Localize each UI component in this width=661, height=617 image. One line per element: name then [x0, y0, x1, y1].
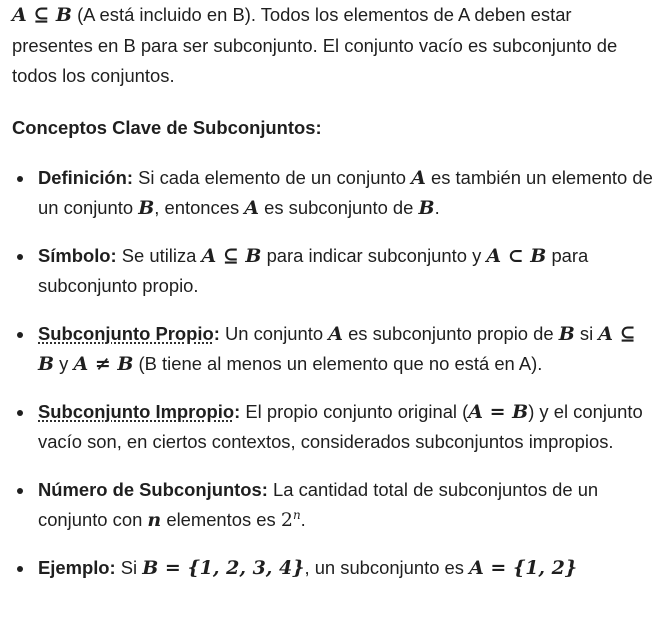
- math-b: B: [558, 322, 575, 345]
- item-text: para indicar subconjunto y: [261, 244, 487, 266]
- math-a: A: [411, 166, 426, 189]
- intro-text: (A está incluido en B). Todos los elementos de A deben estar presentes en B para ser subconjunto. El conjunto vacío es subconjunto de todos los conjuntos.: [12, 4, 618, 86]
- math-set-b: B = {1, 2, 3, 4}: [142, 556, 305, 579]
- list-item-definicion: [38, 163, 655, 224]
- item-text: (B tiene al menos un elemento que no está en A).: [133, 353, 543, 374]
- term-colon: :: [213, 322, 220, 344]
- math-subset-eq: A ⊆ B: [38, 322, 636, 375]
- math-a: A: [244, 197, 259, 219]
- term-simbolo: Símbolo:: [38, 244, 117, 266]
- item-text: Un conjunto: [219, 322, 329, 344]
- math-set-a: A = {1, 2}: [469, 556, 578, 579]
- list-item-simbolo: [38, 241, 655, 302]
- item-text: si: [574, 322, 599, 344]
- item-text: , un subconjunto es: [304, 556, 470, 578]
- list-item-numero-subconjuntos: [38, 475, 655, 536]
- concepts-list: [12, 163, 655, 584]
- item-text: Si cada elemento de un conjunto: [133, 166, 412, 188]
- term-subconjunto-impropio-link[interactable]: Subconjunto Impropio: [38, 400, 235, 422]
- intro-math: A ⊆ B: [12, 4, 72, 26]
- math-proper-subset: A ⊂ B: [486, 244, 547, 267]
- math-a: A: [328, 322, 343, 345]
- item-text: ) y el conjunto vacío son, en ciertos contextos, considerados subconjuntos impropios.: [38, 400, 643, 452]
- item-text: y: [54, 353, 74, 374]
- item-text: , entonces: [154, 197, 245, 218]
- item-text: Si: [115, 556, 143, 578]
- item-text: es subconjunto de: [259, 197, 419, 218]
- list-item-subconjunto-propio: [38, 319, 655, 380]
- item-text: .: [300, 509, 306, 530]
- item-text: es también un elemento de un conjunto: [38, 166, 653, 218]
- math-b: B: [138, 197, 155, 219]
- term-subconjunto-propio-link[interactable]: Subconjunto Propio: [38, 322, 214, 344]
- item-text: Se utiliza: [116, 244, 202, 266]
- math-not-equal: A ≠ B: [73, 353, 134, 375]
- math-two: 2: [280, 509, 293, 531]
- list-item-ejemplo: [38, 553, 655, 584]
- term-colon: :: [234, 400, 241, 422]
- item-text: para subconjunto propio.: [38, 244, 589, 296]
- math-b: B: [418, 197, 435, 219]
- intro-paragraph: [12, 0, 655, 92]
- term-numero-subconjuntos: Número de Subconjuntos:: [38, 478, 268, 500]
- math-subset-eq: A ⊆ B: [201, 244, 262, 267]
- list-item-subconjunto-impropio: [38, 397, 655, 458]
- item-text: es subconjunto propio de: [342, 322, 559, 344]
- item-text: .: [434, 197, 440, 218]
- section-heading: Conceptos Clave de Subconjuntos:: [12, 116, 322, 138]
- math-n: n: [147, 509, 162, 531]
- item-text: El propio conjunto original (: [240, 400, 469, 422]
- math-exponent-n: n: [292, 507, 301, 522]
- item-text: La cantidad total de subconjuntos de un conjunto con: [38, 478, 599, 530]
- term-ejemplo: Ejemplo:: [38, 556, 116, 578]
- term-definicion: Definición:: [38, 166, 134, 188]
- item-text: elementos es: [161, 509, 281, 530]
- math-equal: A = B: [468, 400, 529, 423]
